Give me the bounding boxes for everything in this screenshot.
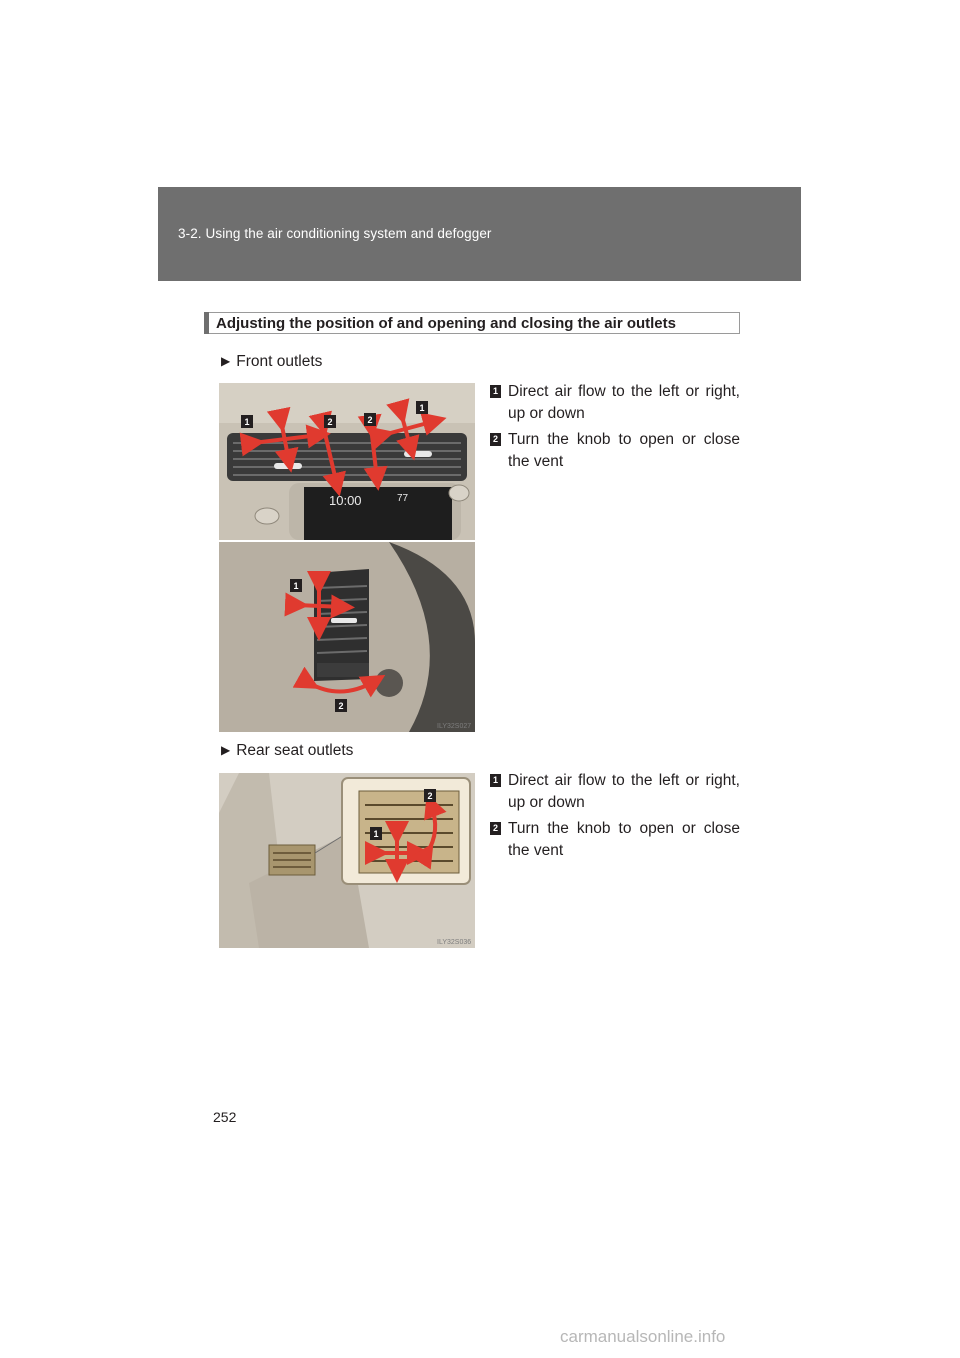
image-code-rear: ILY32S036 [437,939,472,946]
chapter-header [158,187,801,281]
section-title: Adjusting the position of and opening and closing the air outlets [216,315,676,332]
badge-2-side: 2 [338,701,344,711]
number-box-1: 1 [490,385,501,398]
badge-2-center-left: 2 [327,417,333,427]
badge-2-center-right: 2 [367,415,373,425]
rear-item-1 [490,770,740,814]
rear-item-1-text: Direct air flow to the left or right, up or down [508,772,740,811]
rear-item-2-text: Turn the knob to open or close the vent [508,820,740,859]
front-outlets-label [221,353,322,371]
front-vents-drawing [219,383,475,732]
image-code-front: ILY32S027 [437,723,472,730]
rear-outlets-text: Rear seat outlets [236,742,354,759]
rear-outlets-label [221,742,353,760]
rear-outlets-illustration [219,773,475,948]
rear-item-2 [490,818,740,862]
display-temp: 77 [397,493,409,504]
rear-vents-drawing [219,773,475,948]
front-item-1 [490,381,740,425]
rear-badge-1: 1 [373,829,379,839]
front-item-2 [490,429,740,473]
page-number: 252 [213,1109,237,1125]
rear-badge-2: 2 [427,791,433,801]
front-outlets-text: Front outlets [236,353,323,370]
front-item-1-text: Direct air flow to the left or right, up or down [508,383,740,422]
number-box-2: 2 [490,822,501,835]
section-heading [204,312,740,334]
watermark: carmanualsonline.info [560,1327,726,1346]
heading-tab [204,312,209,334]
triangle-bullet-icon: ▶ [221,354,231,368]
badge-1-side: 1 [293,581,299,591]
number-box-1: 1 [490,774,501,787]
badge-1-right: 1 [419,403,425,413]
front-outlets-description [490,381,740,477]
front-item-2-text: Turn the knob to open or close the vent [508,431,740,470]
rear-outlets-description [490,770,740,866]
badge-1-left: 1 [244,417,250,427]
triangle-bullet-icon: ▶ [221,743,231,757]
display-time: 10:00 [329,493,362,508]
chapter-title: 3-2. Using the air conditioning system and defogger [178,226,492,241]
front-outlets-illustration [219,383,475,732]
number-box-2: 2 [490,433,501,446]
